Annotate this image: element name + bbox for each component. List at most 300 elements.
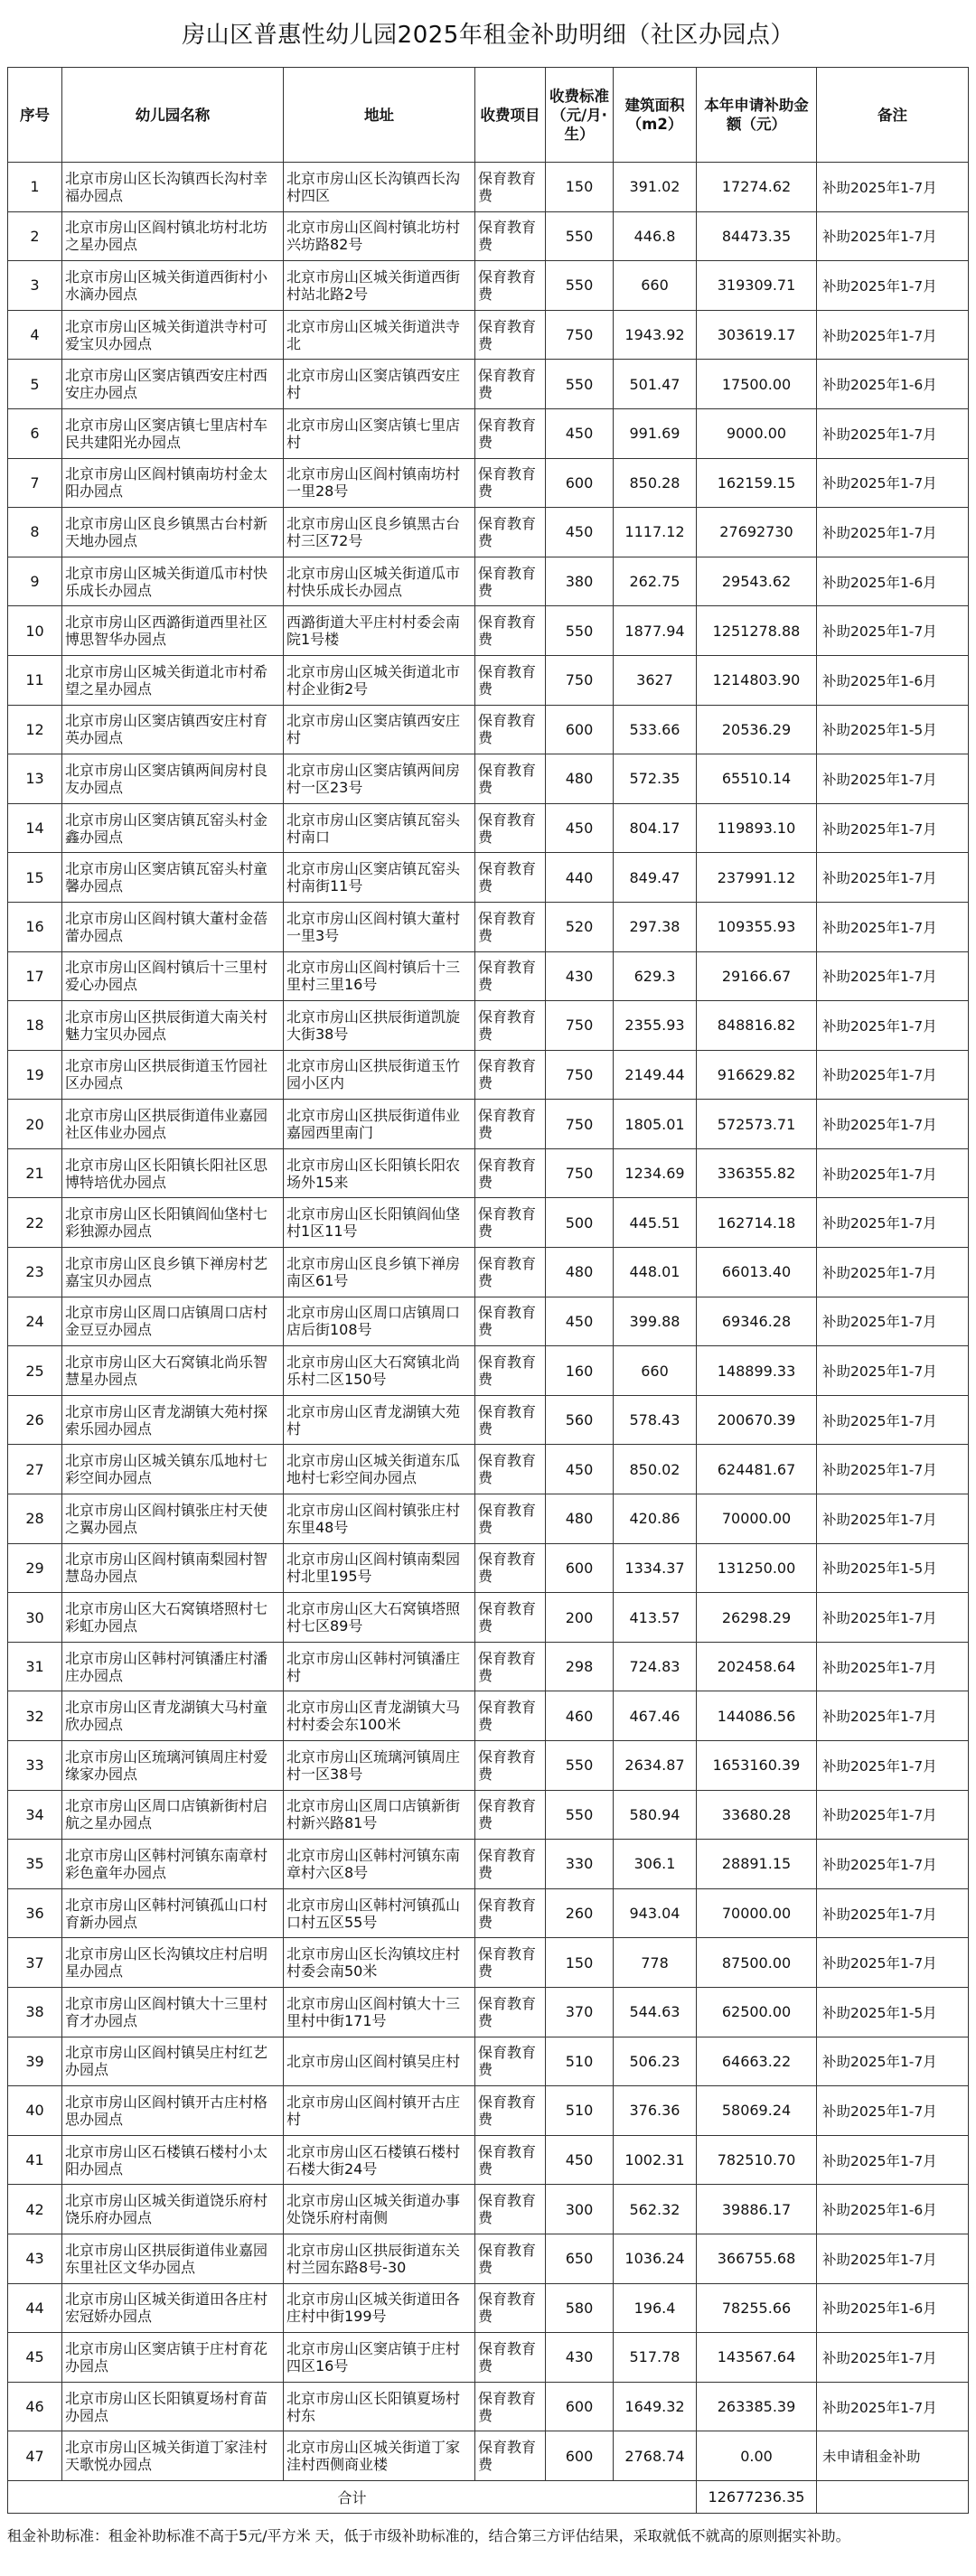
row-number-cell: 34 — [8, 1790, 62, 1840]
row-number-cell: 6 — [8, 408, 62, 458]
subsidy-amount-cell: 848816.82 — [697, 1001, 817, 1051]
fee-standard-cell: 480 — [546, 754, 614, 804]
subsidy-amount-cell: 144086.56 — [697, 1691, 817, 1741]
address-cell: 北京市房山区拱辰街道东关村兰园东路8号-30 — [284, 2234, 475, 2283]
kindergarten-name-cell: 北京市房山区青龙湖镇大苑村探索乐园办园点 — [62, 1395, 284, 1445]
row-number-cell: 37 — [8, 1938, 62, 1988]
building-area-cell: 501.47 — [614, 360, 697, 409]
building-area-cell: 413.57 — [614, 1593, 697, 1643]
building-area-cell: 1036.24 — [614, 2234, 697, 2283]
kindergarten-name-cell: 北京市房山区长阳镇阎仙垡村七彩独源办园点 — [62, 1198, 284, 1248]
kindergarten-name-cell: 北京市房山区长阳镇长阳社区思博特培优办园点 — [62, 1148, 284, 1198]
remark-cell: 补助2025年1-5月 — [817, 1987, 969, 2037]
fee-item-cell: 保育教育费 — [475, 2283, 546, 2333]
kindergarten-name-cell: 北京市房山区城关街道饶乐府村饶乐府办园点 — [62, 2185, 284, 2234]
building-area-cell: 724.83 — [614, 1642, 697, 1691]
fee-standard-cell: 380 — [546, 557, 614, 606]
fee-item-cell: 保育教育费 — [475, 655, 546, 705]
remark-cell: 补助2025年1-7月 — [817, 163, 969, 212]
row-number-cell: 15 — [8, 853, 62, 903]
fee-item-cell: 保育教育费 — [475, 163, 546, 212]
row-number-cell: 8 — [8, 508, 62, 557]
building-area-cell: 2634.87 — [614, 1741, 697, 1791]
building-area-cell: 445.51 — [614, 1198, 697, 1248]
row-number-cell: 1 — [8, 163, 62, 212]
address-cell: 北京市房山区窦店镇于庄村四区16号 — [284, 2333, 475, 2383]
subsidy-amount-cell: 26298.29 — [697, 1593, 817, 1643]
address-cell: 北京市房山区阎村镇大董村一里3号 — [284, 902, 475, 951]
kindergarten-name-cell: 北京市房山区韩村河镇东南章村彩色童年办园点 — [62, 1840, 284, 1889]
remark-cell: 补助2025年1-7月 — [817, 508, 969, 557]
subsidy-amount-cell: 27692730 — [697, 508, 817, 557]
remark-cell: 补助2025年1-7月 — [817, 1790, 969, 1840]
subsidy-amount-cell: 782510.70 — [697, 2135, 817, 2185]
kindergarten-name-cell: 北京市房山区阎村镇后十三里村爱心办园点 — [62, 951, 284, 1001]
row-number-cell: 20 — [8, 1100, 62, 1149]
table-row — [8, 1445, 969, 1494]
subsidy-amount-cell: 64663.22 — [697, 2037, 817, 2086]
address-cell: 北京市房山区拱辰街道凯旋大街38号 — [284, 1001, 475, 1051]
fee-standard-cell: 750 — [546, 310, 614, 360]
building-area-cell: 1805.01 — [614, 1100, 697, 1149]
subsidy-amount-cell: 1214803.90 — [697, 655, 817, 705]
table-row — [8, 754, 969, 804]
fee-item-cell: 保育教育费 — [475, 508, 546, 557]
table-row — [8, 951, 969, 1001]
table-row — [8, 1790, 969, 1840]
building-area-cell: 2149.44 — [614, 1050, 697, 1100]
address-cell: 北京市房山区长阳镇长阳农场外15来 — [284, 1148, 475, 1198]
fee-item-cell: 保育教育费 — [475, 1543, 546, 1593]
building-area-cell: 1334.37 — [614, 1543, 697, 1593]
table-row — [8, 2234, 969, 2283]
fee-item-cell: 保育教育费 — [475, 310, 546, 360]
fee-standard-cell: 510 — [546, 2037, 614, 2086]
row-number-cell: 33 — [8, 1741, 62, 1791]
kindergarten-name-cell: 北京市房山区大石窝镇塔照村七彩虹办园点 — [62, 1593, 284, 1643]
row-number-cell: 7 — [8, 458, 62, 508]
subsidy-amount-cell: 39886.17 — [697, 2185, 817, 2234]
address-cell: 北京市房山区窦店镇瓦窑头村南街11号 — [284, 853, 475, 903]
table-header-row — [8, 68, 969, 163]
fee-standard-cell: 750 — [546, 1100, 614, 1149]
row-number-cell: 5 — [8, 360, 62, 409]
table-row — [8, 1001, 969, 1051]
building-area-cell: 804.17 — [614, 803, 697, 853]
fee-standard-cell: 450 — [546, 2135, 614, 2185]
remark-cell: 补助2025年1-7月 — [817, 803, 969, 853]
row-number-cell: 42 — [8, 2185, 62, 2234]
address-cell: 北京市房山区城关街道田各庄村中街199号 — [284, 2283, 475, 2333]
fee-standard-cell: 450 — [546, 1445, 614, 1494]
building-area-cell: 991.69 — [614, 408, 697, 458]
building-area-cell: 517.78 — [614, 2333, 697, 2383]
table-row — [8, 557, 969, 606]
building-area-cell: 943.04 — [614, 1888, 697, 1938]
subsidy-amount-cell: 336355.82 — [697, 1148, 817, 1198]
row-number-cell: 47 — [8, 2431, 62, 2481]
building-area-cell: 306.1 — [614, 1840, 697, 1889]
fee-standard-cell: 750 — [546, 1148, 614, 1198]
row-number-cell: 28 — [8, 1494, 62, 1544]
remark-cell: 补助2025年1-5月 — [817, 705, 969, 754]
fee-standard-cell: 480 — [546, 1248, 614, 1297]
fee-item-cell: 保育教育费 — [475, 408, 546, 458]
table-row — [8, 1148, 969, 1198]
table-row — [8, 902, 969, 951]
fee-item-cell: 保育教育费 — [475, 1741, 546, 1791]
table-row — [8, 1840, 969, 1889]
kindergarten-name-cell: 北京市房山区阎村镇南坊村金太阳办园点 — [62, 458, 284, 508]
subsidy-amount-cell: 572573.71 — [697, 1100, 817, 1149]
address-cell: 北京市房山区韩村河镇东南章村六区8号 — [284, 1840, 475, 1889]
building-area-cell: 572.35 — [614, 754, 697, 804]
address-cell: 北京市房山区周口店镇新街村新兴路81号 — [284, 1790, 475, 1840]
kindergarten-name-cell: 北京市房山区窦店镇瓦窑头村童馨办园点 — [62, 853, 284, 903]
building-area-cell: 850.02 — [614, 1445, 697, 1494]
subsidy-amount-cell: 162159.15 — [697, 458, 817, 508]
remark-cell: 补助2025年1-7月 — [817, 1100, 969, 1149]
fee-standard-cell: 600 — [546, 458, 614, 508]
fee-standard-cell: 450 — [546, 408, 614, 458]
fee-standard-cell: 370 — [546, 1987, 614, 2037]
row-number-cell: 29 — [8, 1543, 62, 1593]
address-cell: 北京市房山区琉璃河镇周庄村一区38号 — [284, 1741, 475, 1791]
subsidy-table — [7, 67, 969, 2514]
total-row — [8, 2480, 969, 2513]
row-number-cell: 27 — [8, 1445, 62, 1494]
fee-item-cell: 保育教育费 — [475, 1593, 546, 1643]
table-row — [8, 655, 969, 705]
table-row — [8, 1642, 969, 1691]
fee-item-cell: 保育教育费 — [475, 2135, 546, 2185]
row-number-cell: 25 — [8, 1346, 62, 1396]
remark-cell: 补助2025年1-7月 — [817, 1248, 969, 1297]
subsidy-amount-cell: 20536.29 — [697, 705, 817, 754]
building-area-cell: 578.43 — [614, 1395, 697, 1445]
remark-cell: 补助2025年1-7月 — [817, 1445, 969, 1494]
row-number-cell: 43 — [8, 2234, 62, 2283]
fee-item-cell: 保育教育费 — [475, 1148, 546, 1198]
header-remark: 备注 — [817, 68, 969, 163]
table-row — [8, 458, 969, 508]
subsidy-amount-cell: 70000.00 — [697, 1888, 817, 1938]
address-cell: 北京市房山区阎村镇北坊村兴坊路82号 — [284, 211, 475, 261]
table-row — [8, 803, 969, 853]
subsidy-amount-cell: 0.00 — [697, 2431, 817, 2481]
kindergarten-name-cell: 北京市房山区城关街道西街村小水滴办园点 — [62, 261, 284, 311]
table-row — [8, 1938, 969, 1988]
address-cell: 北京市房山区城关街道西街村站北路2号 — [284, 261, 475, 311]
address-cell: 北京市房山区窦店镇瓦窑头村南口 — [284, 803, 475, 853]
kindergarten-name-cell: 北京市房山区阎村镇开古庄村格思办园点 — [62, 2086, 284, 2136]
kindergarten-name-cell: 北京市房山区琉璃河镇周庄村爱缘家办园点 — [62, 1741, 284, 1791]
fee-standard-cell: 430 — [546, 951, 614, 1001]
kindergarten-name-cell: 北京市房山区阎村镇大十三里村育才办园点 — [62, 1987, 284, 2037]
table-row — [8, 1346, 969, 1396]
header-address: 地址 — [284, 68, 475, 163]
table-row — [8, 1691, 969, 1741]
remark-cell: 补助2025年1-7月 — [817, 2382, 969, 2431]
row-number-cell: 39 — [8, 2037, 62, 2086]
kindergarten-name-cell: 北京市房山区城关街道瓜市村快乐成长办园点 — [62, 557, 284, 606]
table-row — [8, 1741, 969, 1791]
row-number-cell: 22 — [8, 1198, 62, 1248]
address-cell: 北京市房山区窦店镇西安庄村 — [284, 705, 475, 754]
row-number-cell: 45 — [8, 2333, 62, 2383]
subsidy-amount-cell: 84473.35 — [697, 211, 817, 261]
building-area-cell: 533.66 — [614, 705, 697, 754]
fee-standard-cell: 480 — [546, 1494, 614, 1544]
row-number-cell: 35 — [8, 1840, 62, 1889]
fee-standard-cell: 550 — [546, 1741, 614, 1791]
remark-cell: 补助2025年1-7月 — [817, 853, 969, 903]
fee-standard-cell: 550 — [546, 360, 614, 409]
address-cell: 北京市房山区拱辰街道玉竹园小区内 — [284, 1050, 475, 1100]
kindergarten-name-cell: 北京市房山区窦店镇西安庄村育英办园点 — [62, 705, 284, 754]
remark-cell: 补助2025年1-6月 — [817, 2185, 969, 2234]
remark-cell: 补助2025年1-7月 — [817, 261, 969, 311]
address-cell: 北京市房山区窦店镇两间房村一区23号 — [284, 754, 475, 804]
building-area-cell: 1943.92 — [614, 310, 697, 360]
kindergarten-name-cell: 北京市房山区韩村河镇潘庄村潘庄办园点 — [62, 1642, 284, 1691]
subsidy-amount-cell: 29166.67 — [697, 951, 817, 1001]
kindergarten-name-cell: 北京市房山区窦店镇于庄村育花办园点 — [62, 2333, 284, 2383]
header-fee-item: 收费项目 — [475, 68, 546, 163]
address-cell: 北京市房山区长阳镇夏场村村东 — [284, 2382, 475, 2431]
remark-cell: 补助2025年1-7月 — [817, 1642, 969, 1691]
kindergarten-name-cell: 北京市房山区长阳镇夏场村育苗办园点 — [62, 2382, 284, 2431]
row-number-cell: 13 — [8, 754, 62, 804]
subsidy-amount-cell: 303619.17 — [697, 310, 817, 360]
kindergarten-name-cell: 北京市房山区西潞街道西里社区博思智华办园点 — [62, 606, 284, 656]
fee-item-cell: 保育教育费 — [475, 1987, 546, 2037]
remark-cell: 补助2025年1-7月 — [817, 754, 969, 804]
address-cell: 北京市房山区周口店镇周口店后街108号 — [284, 1297, 475, 1346]
address-cell: 北京市房山区青龙湖镇大苑村 — [284, 1395, 475, 1445]
subsidy-standard-note: 租金补助标准：租金补助标准不高于5元/平方米 天，低于市级补助标准的，结合第三方评估结果，采取就低不就高的原则据实补助。 — [7, 2527, 850, 2544]
kindergarten-name-cell: 北京市房山区青龙湖镇大马村童欣办园点 — [62, 1691, 284, 1741]
fee-item-cell: 保育教育费 — [475, 2382, 546, 2431]
address-cell: 北京市房山区韩村河镇孤山口村五区55号 — [284, 1888, 475, 1938]
building-area-cell: 544.63 — [614, 1987, 697, 2037]
fee-item-cell: 保育教育费 — [475, 2185, 546, 2234]
building-area-cell: 506.23 — [614, 2037, 697, 2086]
address-cell: 北京市房山区大石窝镇塔照村七区89号 — [284, 1593, 475, 1643]
table-row — [8, 310, 969, 360]
building-area-cell: 376.36 — [614, 2086, 697, 2136]
fee-standard-cell: 330 — [546, 1840, 614, 1889]
building-area-cell: 778 — [614, 1938, 697, 1988]
remark-cell: 补助2025年1-6月 — [817, 2283, 969, 2333]
kindergarten-name-cell: 北京市房山区韩村河镇孤山口村育新办园点 — [62, 1888, 284, 1938]
fee-standard-cell: 450 — [546, 803, 614, 853]
building-area-cell: 850.28 — [614, 458, 697, 508]
building-area-cell: 562.32 — [614, 2185, 697, 2234]
table-row — [8, 1297, 969, 1346]
remark-cell: 补助2025年1-7月 — [817, 951, 969, 1001]
building-area-cell: 448.01 — [614, 1248, 697, 1297]
fee-item-cell: 保育教育费 — [475, 2086, 546, 2136]
row-number-cell: 2 — [8, 211, 62, 261]
fee-item-cell: 保育教育费 — [475, 1938, 546, 1988]
table-row — [8, 1198, 969, 1248]
table-row — [8, 360, 969, 409]
building-area-cell: 2355.93 — [614, 1001, 697, 1051]
table-row — [8, 508, 969, 557]
row-number-cell: 36 — [8, 1888, 62, 1938]
kindergarten-name-cell: 北京市房山区阎村镇大董村金蓓蕾办园点 — [62, 902, 284, 951]
building-area-cell: 1002.31 — [614, 2135, 697, 2185]
row-number-cell: 40 — [8, 2086, 62, 2136]
kindergarten-name-cell: 北京市房山区周口店镇周口店村金豆豆办园点 — [62, 1297, 284, 1346]
kindergarten-name-cell: 北京市房山区阎村镇南梨园村智慧岛办园点 — [62, 1543, 284, 1593]
fee-standard-cell: 600 — [546, 2382, 614, 2431]
fee-standard-cell: 150 — [546, 163, 614, 212]
subsidy-amount-cell: 29543.62 — [697, 557, 817, 606]
address-cell: 北京市房山区阎村镇南坊村一里28号 — [284, 458, 475, 508]
fee-item-cell: 保育教育费 — [475, 853, 546, 903]
kindergarten-name-cell: 北京市房山区阎村镇吴庄村红艺办园点 — [62, 2037, 284, 2086]
fee-standard-cell: 450 — [546, 508, 614, 557]
row-number-cell: 44 — [8, 2283, 62, 2333]
address-cell: 北京市房山区阎村镇开古庄村 — [284, 2086, 475, 2136]
remark-cell: 补助2025年1-7月 — [817, 310, 969, 360]
building-area-cell: 660 — [614, 1346, 697, 1396]
address-cell: 北京市房山区阎村镇后十三里村三里16号 — [284, 951, 475, 1001]
building-area-cell: 849.47 — [614, 853, 697, 903]
building-area-cell: 467.46 — [614, 1691, 697, 1741]
address-cell: 北京市房山区阎村镇大十三里村中街171号 — [284, 1987, 475, 2037]
subsidy-amount-cell: 319309.71 — [697, 261, 817, 311]
remark-cell: 补助2025年1-7月 — [817, 408, 969, 458]
kindergarten-name-cell: 北京市房山区窦店镇西安庄村西安庄办园点 — [62, 360, 284, 409]
fee-item-cell: 保育教育费 — [475, 1198, 546, 1248]
kindergarten-name-cell: 北京市房山区城关镇东瓜地村七彩空间办园点 — [62, 1445, 284, 1494]
table-row — [8, 2333, 969, 2383]
building-area-cell: 446.8 — [614, 211, 697, 261]
remark-cell: 补助2025年1-7月 — [817, 1148, 969, 1198]
row-number-cell: 38 — [8, 1987, 62, 2037]
building-area-cell: 391.02 — [614, 163, 697, 212]
remark-cell: 补助2025年1-7月 — [817, 2086, 969, 2136]
address-cell: 北京市房山区拱辰街道伟业嘉园西里南门 — [284, 1100, 475, 1149]
row-number-cell: 26 — [8, 1395, 62, 1445]
header-area: 建筑面积（m2） — [614, 68, 697, 163]
address-cell: 北京市房山区城关街道洪寺北 — [284, 310, 475, 360]
row-number-cell: 14 — [8, 803, 62, 853]
address-cell: 北京市房山区阎村镇吴庄村 — [284, 2037, 475, 2086]
header-no: 序号 — [8, 68, 62, 163]
subsidy-amount-cell: 200670.39 — [697, 1395, 817, 1445]
document-title: 房山区普惠性幼儿园2025年租金补助明细（社区办园点） — [182, 22, 794, 49]
fee-standard-cell: 430 — [546, 2333, 614, 2383]
fee-item-cell: 保育教育费 — [475, 1346, 546, 1396]
building-area-cell: 297.38 — [614, 902, 697, 951]
row-number-cell: 46 — [8, 2382, 62, 2431]
fee-item-cell: 保育教育费 — [475, 1445, 546, 1494]
kindergarten-name-cell: 北京市房山区良乡镇黑古台村新天地办园点 — [62, 508, 284, 557]
row-number-cell: 31 — [8, 1642, 62, 1691]
subsidy-amount-cell: 69346.28 — [697, 1297, 817, 1346]
kindergarten-name-cell: 北京市房山区窦店镇瓦窑头村金鑫办园点 — [62, 803, 284, 853]
fee-item-cell: 保育教育费 — [475, 1888, 546, 1938]
fee-standard-cell: 550 — [546, 261, 614, 311]
total-value: 12677236.35 — [697, 2480, 817, 2513]
kindergarten-name-cell: 北京市房山区阎村镇北坊村北坊之星办园点 — [62, 211, 284, 261]
fee-standard-cell: 580 — [546, 2283, 614, 2333]
address-cell: 北京市房山区城关街道办事处饶乐府村南侧 — [284, 2185, 475, 2234]
address-cell: 北京市房山区窦店镇七里店村 — [284, 408, 475, 458]
kindergarten-name-cell: 北京市房山区拱辰街道伟业嘉园社区伟业办园点 — [62, 1100, 284, 1149]
building-area-cell: 660 — [614, 261, 697, 311]
row-number-cell: 11 — [8, 655, 62, 705]
subsidy-amount-cell: 131250.00 — [697, 1543, 817, 1593]
address-cell: 北京市房山区城关街道瓜市村快乐成长办园点 — [284, 557, 475, 606]
row-number-cell: 12 — [8, 705, 62, 754]
subsidy-amount-cell: 65510.14 — [697, 754, 817, 804]
fee-standard-cell: 520 — [546, 902, 614, 951]
remark-cell: 补助2025年1-7月 — [817, 1938, 969, 1988]
table-row — [8, 261, 969, 311]
address-cell: 北京市房山区长阳镇阎仙垡村1区11号 — [284, 1198, 475, 1248]
table-row — [8, 2086, 969, 2136]
fee-standard-cell: 150 — [546, 1938, 614, 1988]
remark-cell: 补助2025年1-6月 — [817, 557, 969, 606]
building-area-cell: 420.86 — [614, 1494, 697, 1544]
subsidy-amount-cell: 916629.82 — [697, 1050, 817, 1100]
subsidy-amount-cell: 366755.68 — [697, 2234, 817, 2283]
address-cell: 北京市房山区石楼镇石楼村石楼大街24号 — [284, 2135, 475, 2185]
remark-cell: 补助2025年1-7月 — [817, 2037, 969, 2086]
fee-standard-cell: 600 — [546, 2431, 614, 2481]
remark-cell: 补助2025年1-7月 — [817, 1888, 969, 1938]
remark-cell: 补助2025年1-7月 — [817, 2234, 969, 2283]
subsidy-amount-cell: 17274.62 — [697, 163, 817, 212]
subsidy-amount-cell: 78255.66 — [697, 2283, 817, 2333]
address-cell: 北京市房山区青龙湖镇大马村村委会东100米 — [284, 1691, 475, 1741]
total-remark — [817, 2480, 969, 2513]
fee-standard-cell: 460 — [546, 1691, 614, 1741]
table-row — [8, 408, 969, 458]
fee-standard-cell: 550 — [546, 606, 614, 656]
row-number-cell: 21 — [8, 1148, 62, 1198]
row-number-cell: 30 — [8, 1593, 62, 1643]
subsidy-amount-cell: 237991.12 — [697, 853, 817, 903]
fee-standard-cell: 650 — [546, 2234, 614, 2283]
building-area-cell: 2768.74 — [614, 2431, 697, 2481]
kindergarten-name-cell: 北京市房山区石楼镇石楼村小太阳办园点 — [62, 2135, 284, 2185]
fee-standard-cell: 298 — [546, 1642, 614, 1691]
address-cell: 北京市房山区韩村河镇潘庄村 — [284, 1642, 475, 1691]
building-area-cell: 262.75 — [614, 557, 697, 606]
remark-cell: 补助2025年1-7月 — [817, 1691, 969, 1741]
table-row — [8, 1494, 969, 1544]
fee-item-cell: 保育教育费 — [475, 754, 546, 804]
fee-item-cell: 保育教育费 — [475, 902, 546, 951]
remark-cell: 补助2025年1-7月 — [817, 211, 969, 261]
row-number-cell: 41 — [8, 2135, 62, 2185]
row-number-cell: 18 — [8, 1001, 62, 1051]
remark-cell: 补助2025年1-7月 — [817, 1050, 969, 1100]
fee-item-cell: 保育教育费 — [475, 2037, 546, 2086]
kindergarten-name-cell: 北京市房山区城关街道田各庄村宏冠娇办园点 — [62, 2283, 284, 2333]
remark-cell: 补助2025年1-7月 — [817, 1297, 969, 1346]
row-number-cell: 10 — [8, 606, 62, 656]
kindergarten-name-cell: 北京市房山区良乡镇下禅房村艺嘉宝贝办园点 — [62, 1248, 284, 1297]
subsidy-amount-cell: 17500.00 — [697, 360, 817, 409]
header-fee-standard: 收费标准（元/月·生） — [546, 68, 614, 163]
